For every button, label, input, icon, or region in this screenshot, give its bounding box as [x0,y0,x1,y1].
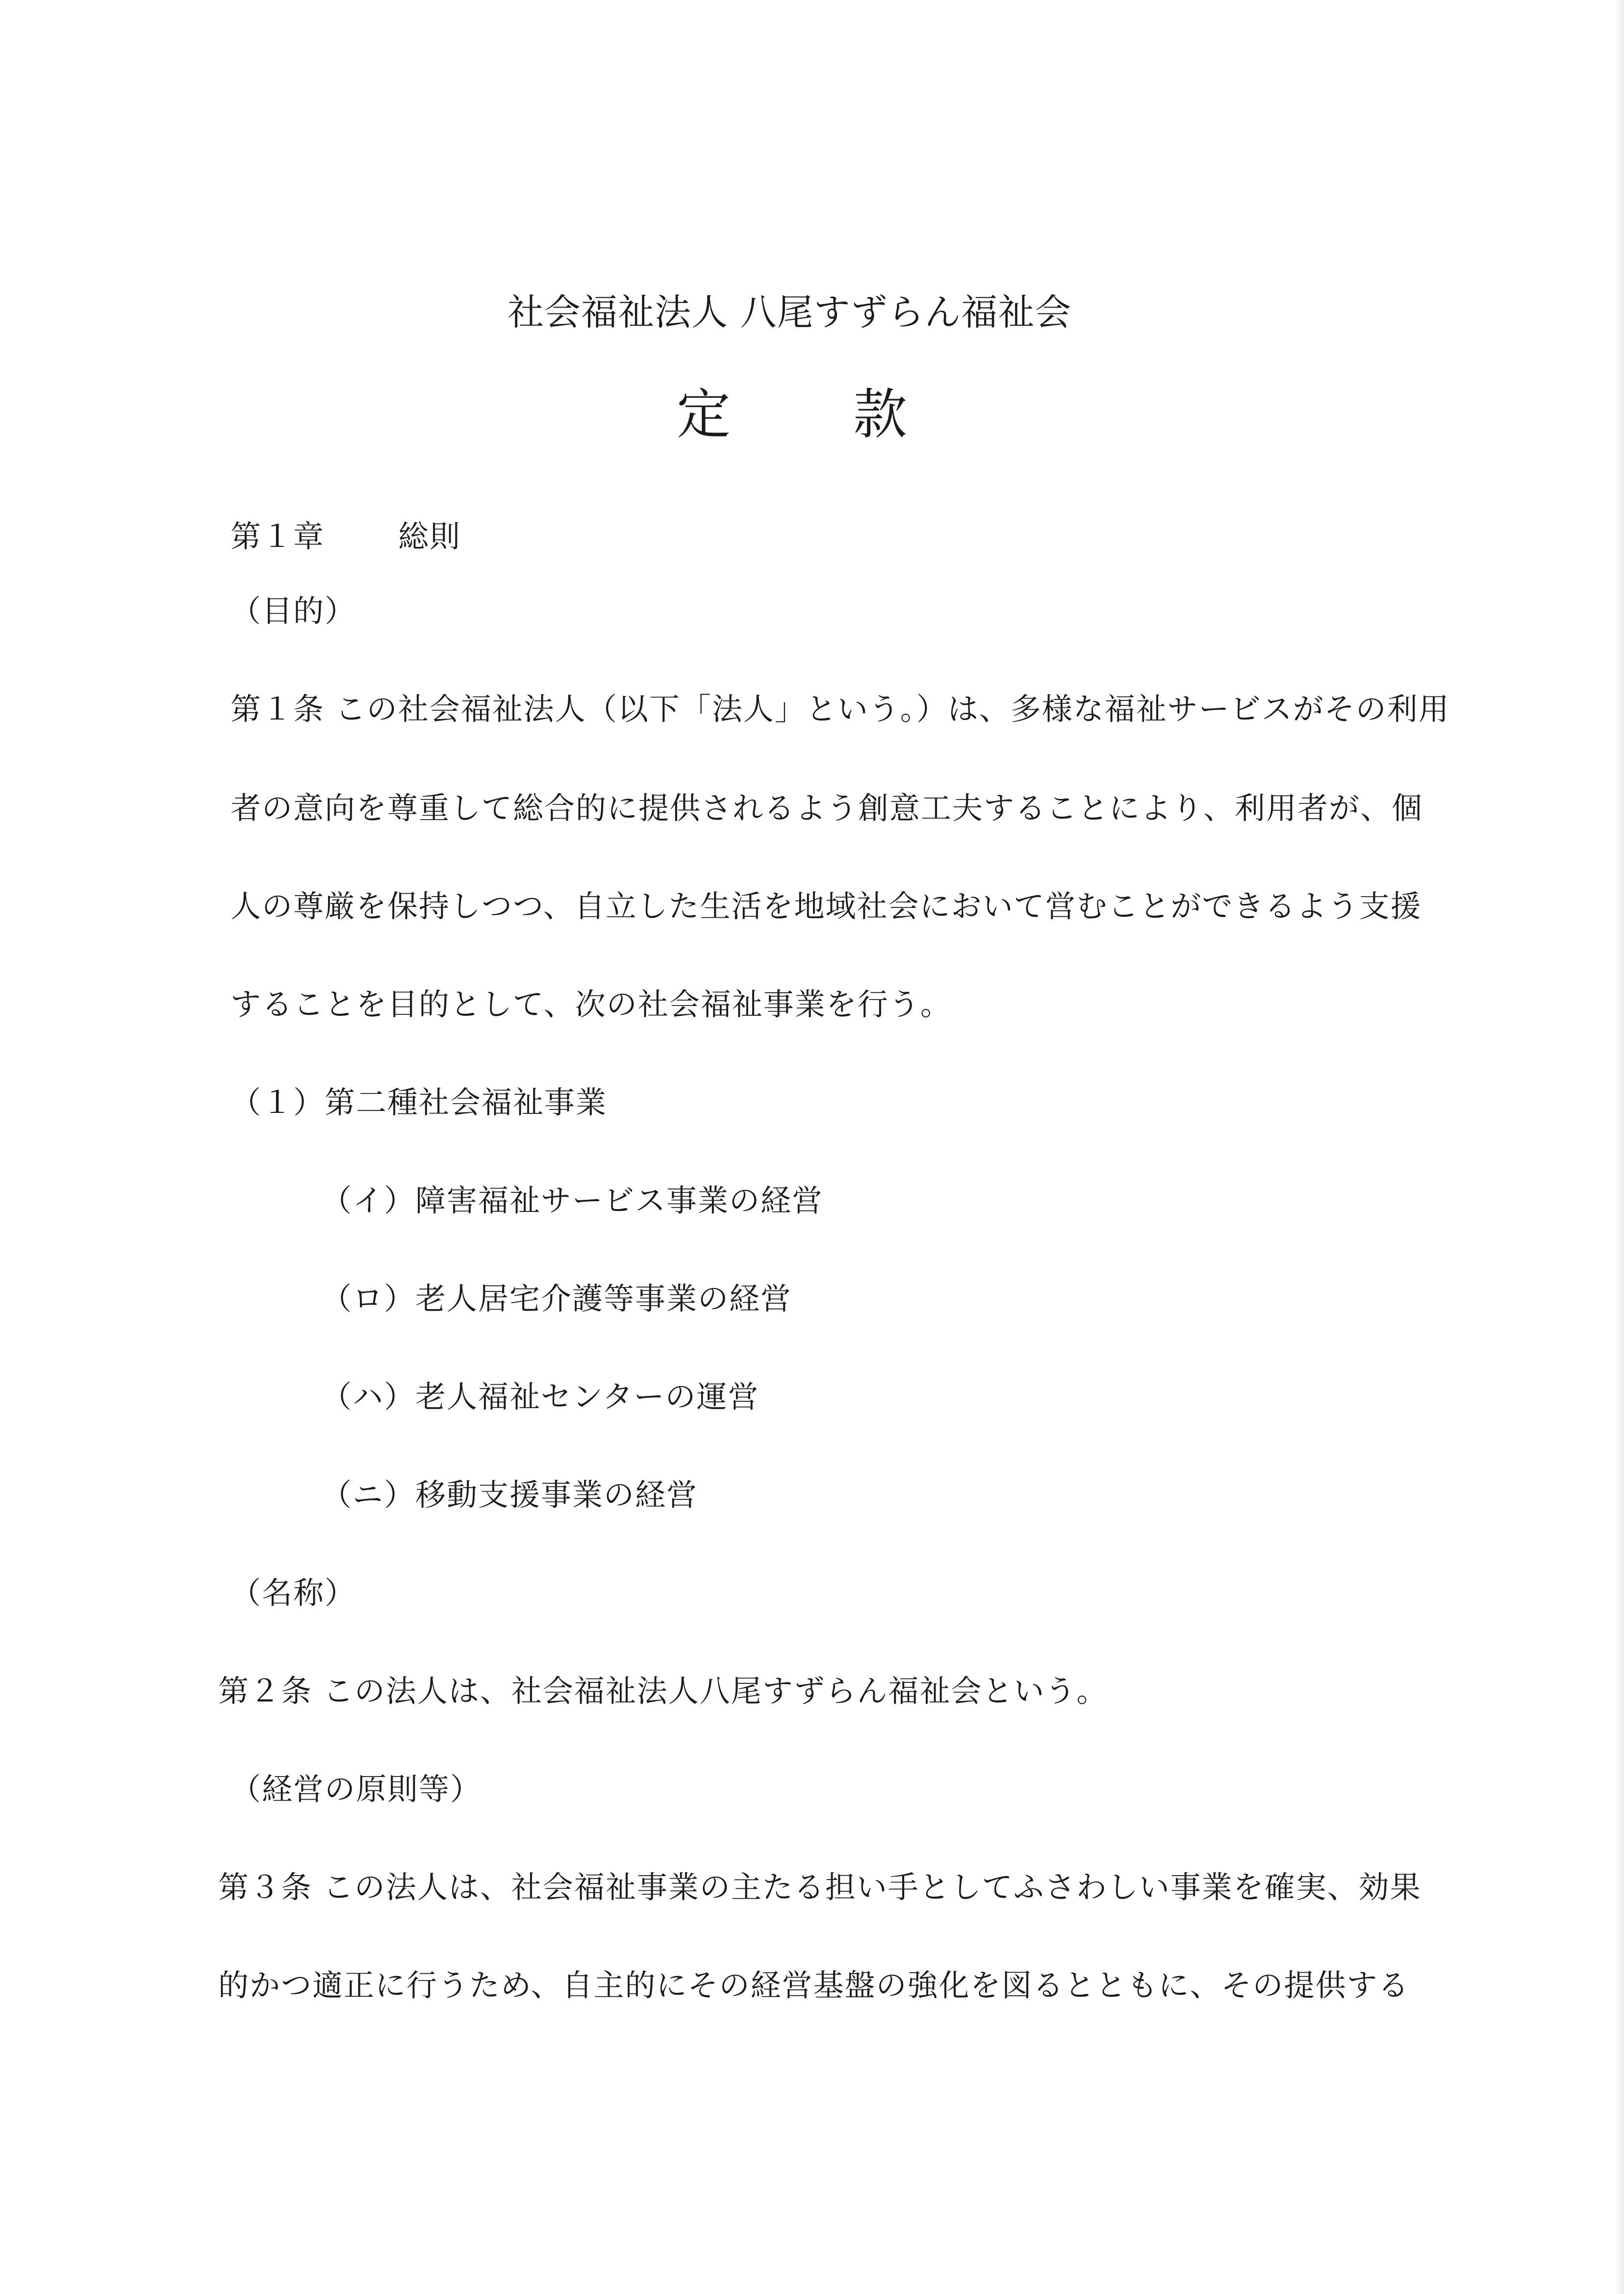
article1-line-3: 人の尊厳を保持しつつ、自立した生活を地域社会において営むことができるよう支援 [230,888,1422,924]
article3-heading: （経営の原則等） [230,1771,482,1807]
scan-edge-shadow [1615,0,1624,2294]
article2-line-1: 第２条 この法人は、社会福祉法人八尾すずらん福祉会という。 [218,1673,1108,1709]
article1-heading: （目的） [230,593,356,629]
article1-subitem-ni: （ニ）移動支援事業の経営 [321,1477,698,1513]
article2-heading: （名称） [230,1575,356,1611]
article1-subitem-i: （イ）障害福祉サービス事業の経営 [321,1183,824,1218]
article3-line-1: 第３条 この法人は、社会福祉事業の主たる担い手としてふさわしい事業を確実、効果 [218,1869,1421,1905]
article1-line-4: することを目的として、次の社会福祉事業を行う。 [230,986,952,1022]
article1-item-1: （１）第二種社会福祉事業 [230,1084,608,1120]
title-char-2: 款 [853,383,907,446]
chapter-number: 第１章 [230,518,325,554]
article1-subitem-ro: （ロ）老人居宅介護等事業の経営 [321,1281,792,1316]
chapter-title: 総則 [398,518,461,554]
article1-subitem-ha: （ハ）老人福祉センターの運営 [321,1379,760,1415]
article1-line-1: 第１条 この社会福祉法人（以下「法人」という。）は、多様な福祉サービスがその利用 [230,691,1450,727]
article1-line-2: 者の意向を尊重して総合的に提供されるよう創意工夫することにより、利用者が、個 [230,790,1423,826]
title-char-1: 定 [677,383,731,446]
document-title [677,383,1030,446]
article3-line-2: 的かつ適正に行うため、自主的にその経営基盤の強化を図るとともに、その提供する [218,1967,1410,2003]
chapter-heading [230,518,461,554]
organization-name: 社会福祉法人 八尾すずらん福祉会 [508,291,1072,334]
